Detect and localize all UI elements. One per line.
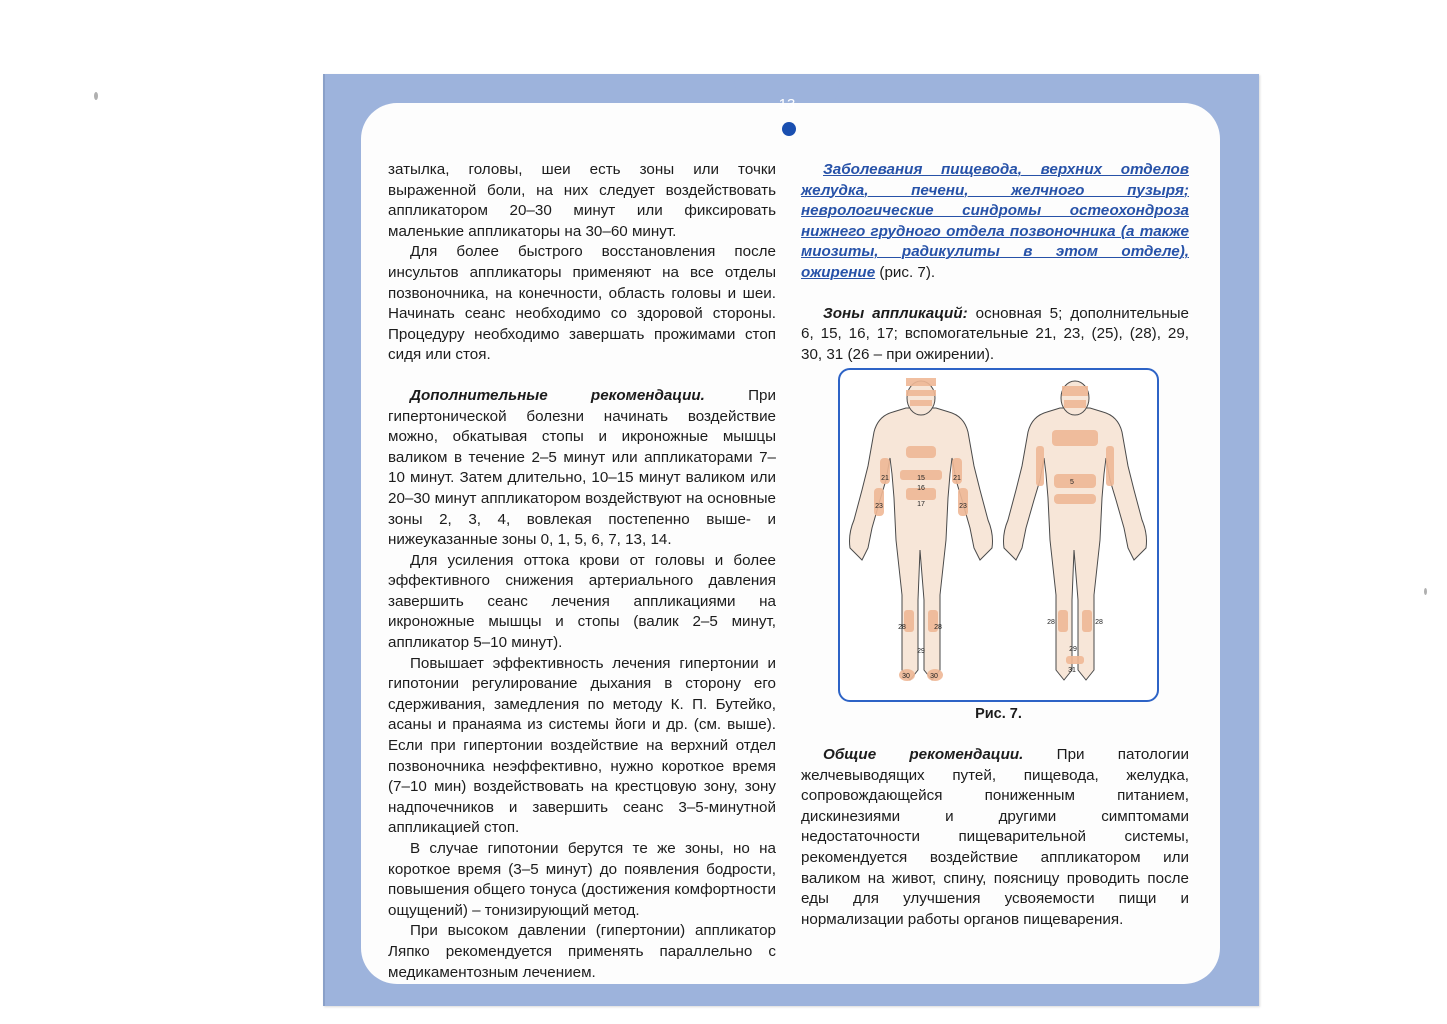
paragraph [801,304,1189,366]
back-body-figure [1004,381,1147,680]
paragraph-text: При гипертонической болезни начинать воздействие можно, обкатывая стопы и икроножные мышцы валиком в течение 2–5 минут или аппликаторами 7–10 минут. Затем длительно, 10–15 минут валиком или 20–30 минут аппликатором воздействуют на основные зоны 2, 3, 4, вовлекая постепенно выше- и нижеуказанные зоны 0, 1, 5, 6, 7, 13, 14. [388,386,776,549]
zone-label-28-left: 28 [898,624,906,631]
zone-label-28-back-right: 28 [1095,619,1103,626]
zone-label-29-back: 29 [1069,646,1077,653]
zone-label-23-left: 23 [875,503,883,510]
paragraph: Для более быстрого восстановления после инсультов аппликаторы применяют на все отделы позвоночника, на конечности, область головы и шеи. Начинать сеанс необходимо со здоровой стороны. Процедуру необходимо завершать прожимами стоп сидя или стоя. [388,243,776,364]
paragraph: Повышает эффективность лечения гипертонии и гипотонии регулирование дыхания в сторону его сдерживания, замедления по методу К. П. Бутейко, асаны и пранаяма из системы йоги и др. (см. выше). Если при гипертонии воздействие на верхний отдел позвоночника неэффективно, нужно короткое время (7–10 мин) воздействовать на крестцовую зону, зону надпочечников и завершить сеанс 3–5-минутной аппликацией стоп. [388,654,776,837]
paragraph [801,745,1189,930]
zone-label-28-right: 28 [934,624,942,631]
zone-label-28-back-left: 28 [1047,619,1055,626]
additional-recommendations-heading: Дополнительные рекомендации. [410,386,705,404]
figure-reference: (рис. 7). [875,263,936,281]
paragraph: При высоком давлении (гипертонии) аппликатор Ляпко рекомендуется применять параллельно с медикаментозным лечением. [388,922,776,981]
zone-label-21-right: 21 [953,475,961,482]
right-column-bottom [801,745,1189,930]
zone-label-15: 15 [917,475,925,482]
general-recommendations-heading: Общие рекомендации. [823,746,1024,763]
scan-speck [1424,588,1427,595]
left-column [388,160,776,983]
figure-caption: Рис. 7. [975,706,1022,722]
paragraph: Для усиления оттока крови от головы и более эффективного снижения артериального давления завершить сеанс лечения аппликациями на икроножные мышцы и стопы (валик 2–5 минут, аппликатор 5–10 минут). [388,551,776,652]
zone-label-21-left: 21 [881,475,889,482]
paragraph [388,386,776,551]
zone-label-16: 16 [917,485,925,492]
paragraph-text: При патологии желчевыводящих путей, пищевода, желудка, сопровождающейся пониженным питанием, дискинезиями и другими симптомами недостаточности пищеварительной системы, рекомендуется воздействие аппликатором или валиком на живот, спину, поясницу проводить после еды для улучшения усвояемости пищи и нормализации работы органов пищеварения. [801,746,1189,928]
zone-label-29: 29 [917,648,925,655]
zone-label-30-right: 30 [930,673,938,680]
page-dot [782,122,796,136]
zones-text: основная 5; дополнительные 6, 15, 16, 17; вспомогательные 21, 23, (25), (28), 29, 30, 31 (26 – при ожирении). [801,304,1189,363]
body-zones-diagram [840,370,1157,700]
zone-label-17: 17 [917,501,925,508]
scan-speck [94,92,98,100]
zone-label-30-left: 30 [902,673,910,680]
zones-heading: Зоны аппликаций: [823,304,968,322]
paragraph [801,160,1189,284]
paragraph: затылка, головы, шеи есть зоны или точки выраженной боли, на них следует воздействовать аппликатором 20–30 минут или фиксировать маленькие аппликаторы на 30–60 минут. [388,161,776,240]
diseases-heading: Заболевания пищевода, верхних отделов желудка, печени, желчного пузыря; неврологические синдромы остеохондроза нижнего грудного отдела позвоночника (а также миозиты, радикулиты в этом отделе), ожирение [801,161,1189,281]
zone-label-23-right: 23 [959,503,967,510]
page-number: 13 [778,96,796,113]
paragraph: В случае гипотонии берутся те же зоны, но на короткое время (3–5 минут) до появления бодрости, повышения общего тонуса (достижения комфортности ощущений) – тонизирующий метод. [388,840,776,919]
zone-label-31: 31 [1068,667,1076,674]
body-zones-figure [838,368,1159,702]
right-column-top [801,160,1189,365]
zone-label-5: 5 [1070,479,1074,486]
front-body-figure [850,381,993,680]
